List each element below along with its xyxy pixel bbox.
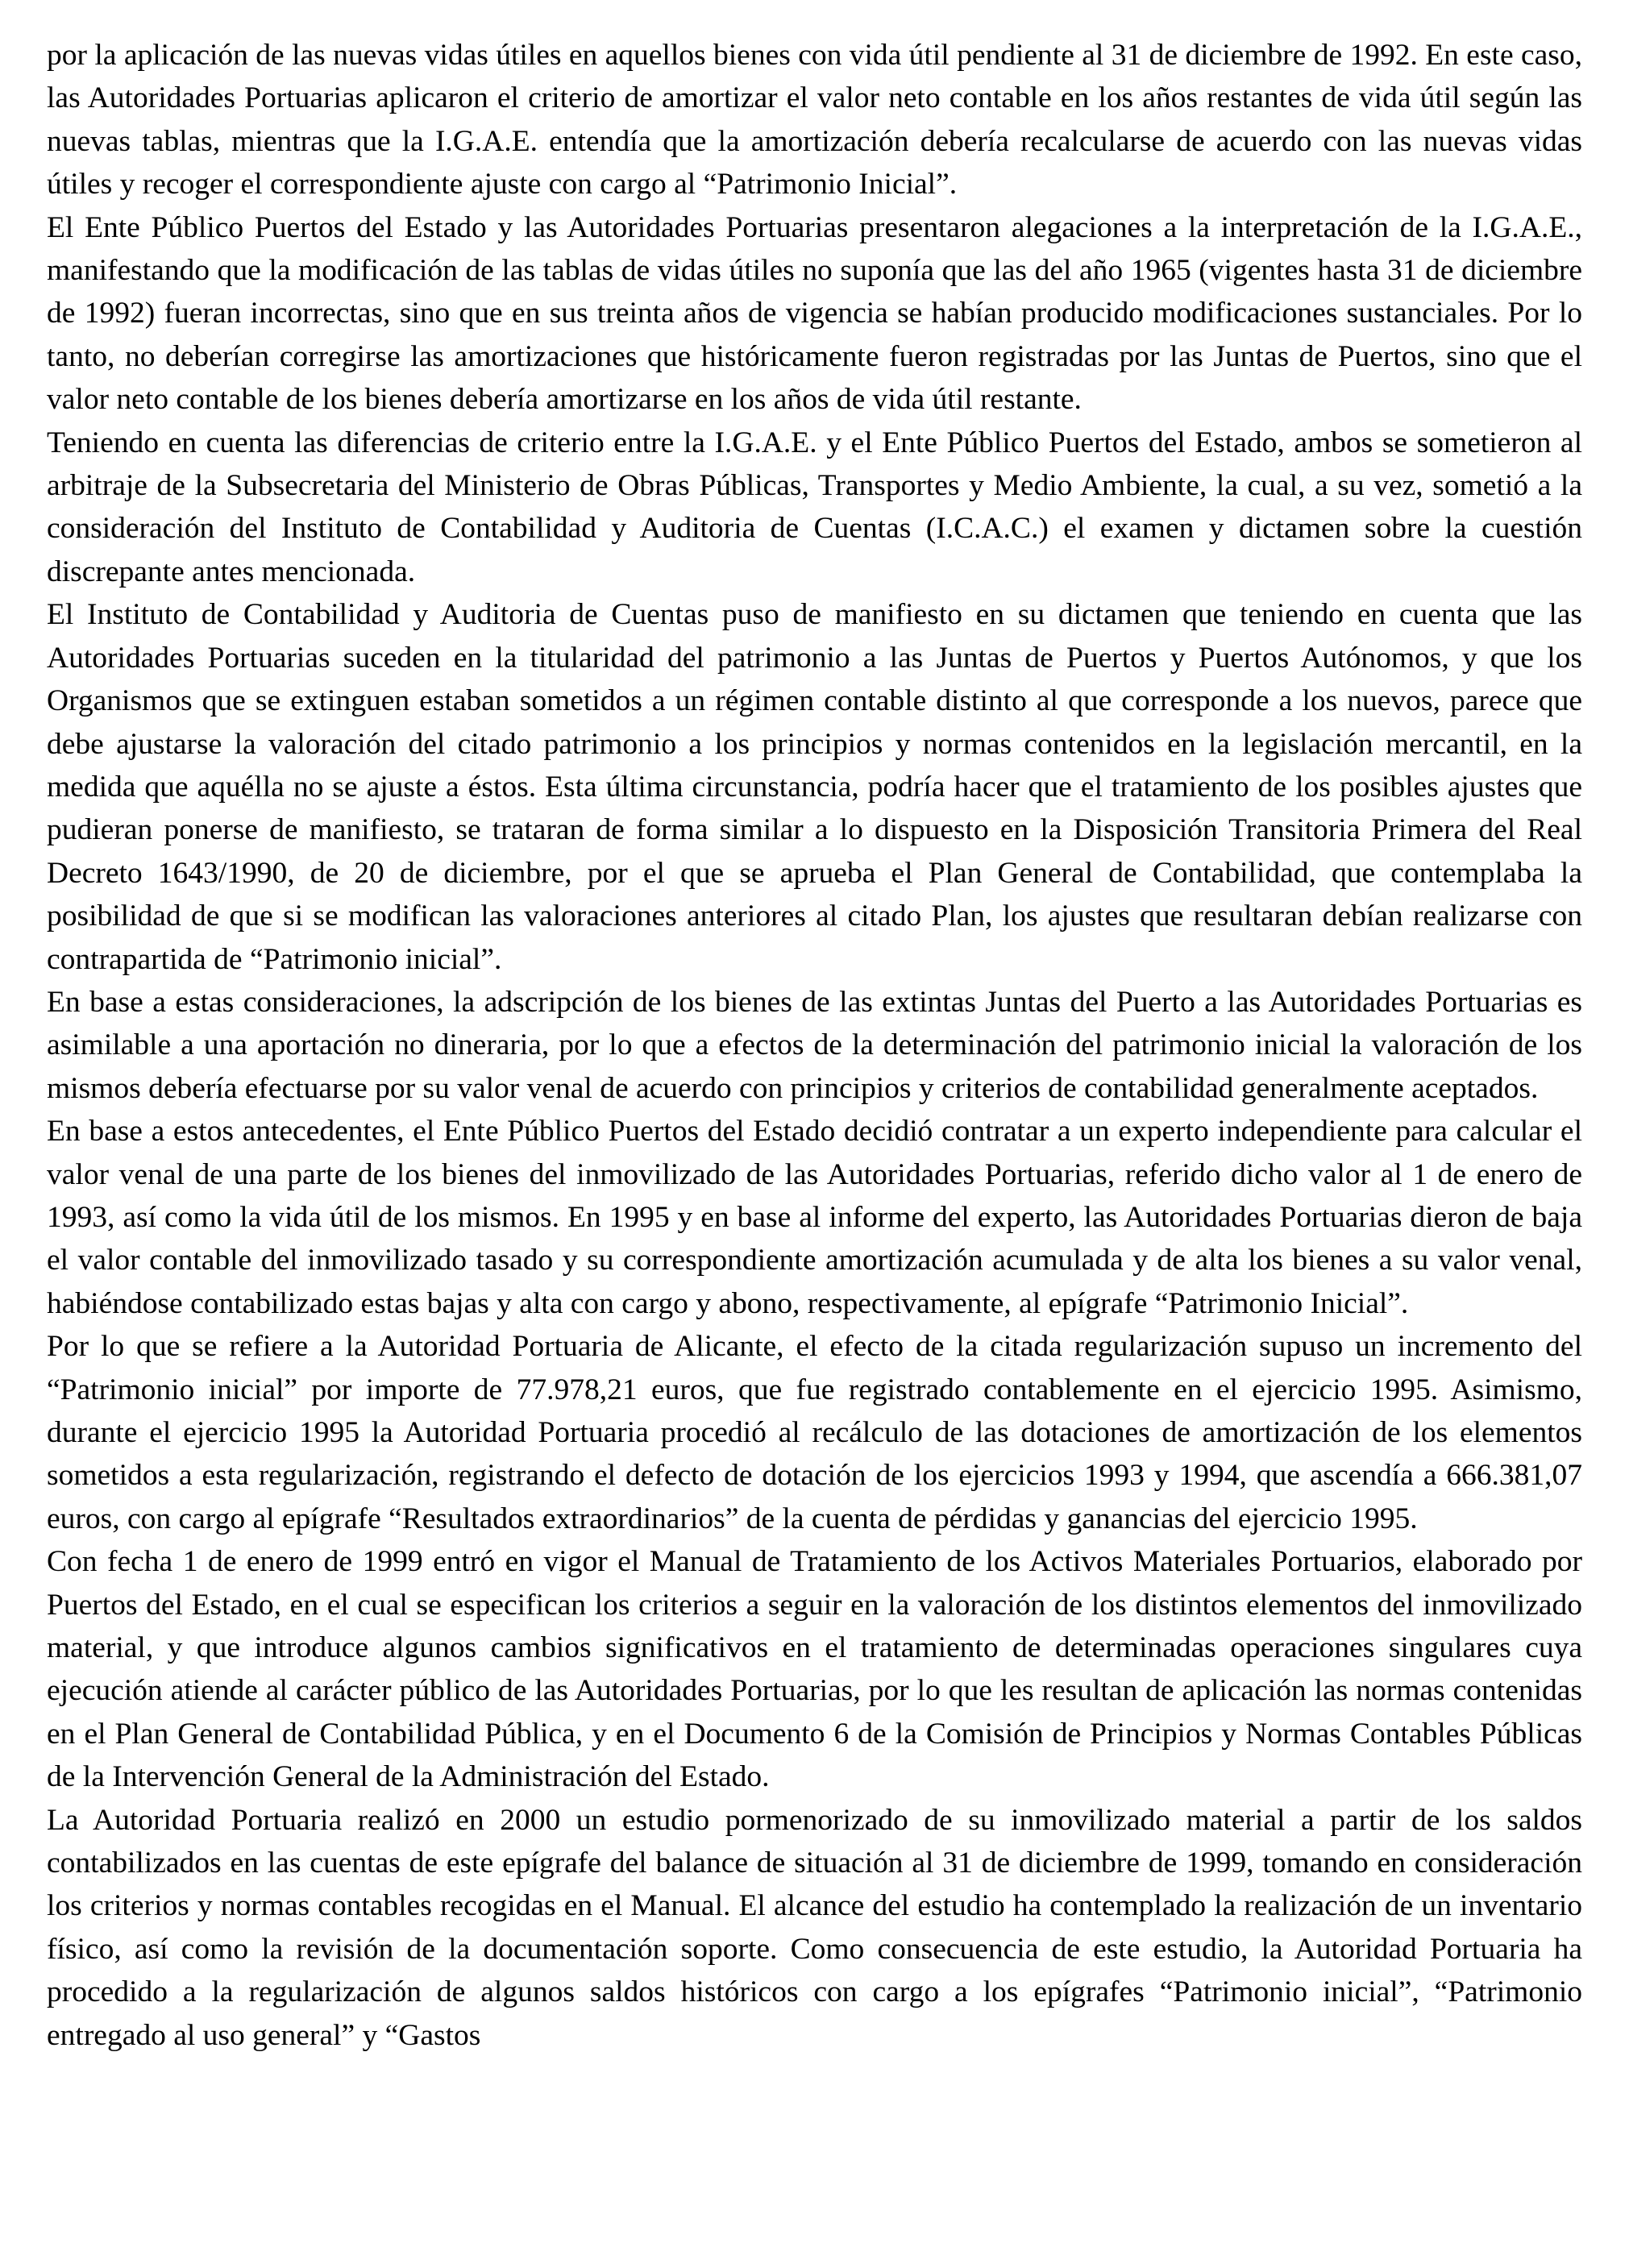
paragraph-icac-opinion: El Instituto de Contabilidad y Auditoria de Cuentas puso de manifiesto en su dictamen que teniendo en cuenta que las Autoridades Portuarias suceden en la titularidad del patrimonio a las Juntas de Puertos y Puertos Autónomos, y que los Organismos que se extinguen estaban sometidos a un régimen contable distinto al que corresponde a los nuevos, parece que debe ajustarse la valoración del citado patrimonio a los principios y normas contenidos en la legislación mercantil, en la medida que aquélla no se ajuste a éstos. Esta última circunstancia, podría hacer que el tratamiento de los posibles ajustes que pudieran ponerse de manifiesto, se trataran de forma similar a lo dispuesto en la Disposición Transitoria Primera del Real Decreto 1643/1990, de 20 de diciembre, por el que se aprueba el Plan General de Contabilidad, que contemplaba la posibilidad de que si se modifican las valoraciones anteriores al citado Plan, los ajustes que resultaran debían realizarse con contrapartida de “Patrimonio inicial”. bbox=[47, 598, 1582, 976]
paragraph-amortization-criteria: por la aplicación de las nuevas vidas útiles en aquellos bienes con vida útil pendiente al 31 de diciembre de 1992. En este caso, las Autoridades Portuarias aplicaron el criterio de amortizar el valor neto contable en los años restantes de vida útil según las nuevas tablas, mientras que la I.G.A.E. entendía que la amortización debería recalcularse de acuerdo con las nuevas vidas útiles y recoger el correspondiente ajuste con cargo al “Patrimonio Inicial”. bbox=[47, 39, 1582, 201]
paragraph-non-monetary-contribution: En base a estas consideraciones, la adscripción de los bienes de las extintas Juntas del Puerto a las Autoridades Portuarias es asimilable a una aportación no dineraria, por lo que a efectos de la determinación del patrimonio inicial la valoración de los mismos debería efectuarse por su valor venal de acuerdo con principios y criterios de contabilidad generalmente aceptados. bbox=[47, 985, 1582, 1105]
paragraph-arbitration: Teniendo en cuenta las diferencias de criterio entre la I.G.A.E. y el Ente Público Puertos del Estado, ambos se sometieron al arbitraje de la Subsecretaria del Ministerio de Obras Públicas, Transportes y Medio Ambiente, la cual, a su vez, sometió a la consideración del Instituto de Contabilidad y Auditoria de Cuentas (I.C.A.C.) el examen y dictamen sobre la cuestión discrepante antes mencionada. bbox=[47, 426, 1582, 588]
document-page bbox=[47, 34, 1582, 2057]
paragraph-independent-expert: En base a estos antecedentes, el Ente Público Puertos del Estado decidió contratar a un experto independiente para calcular el valor venal de una parte de los bienes del inmovilizado de las Autoridades Portuarias, referido dicho valor al 1 de enero de 1993, así como la vida útil de los mismos. En 1995 y en base al informe del experto, las Autoridades Portuarias dieron de baja el valor contable del inmovilizado tasado y su correspondiente amortización acumulada y de alta los bienes a su valor venal, habiéndose contabilizado estas bajas y alta con cargo y abono, respectivamente, al epígrafe “Patrimonio Inicial”. bbox=[47, 1115, 1582, 1320]
paragraph-alicante-regularization: Por lo que se refiere a la Autoridad Portuaria de Alicante, el efecto de la citada regularización supuso un incremento del “Patrimonio inicial” por importe de 77.978,21 euros, que fue registrado contablemente en el ejercicio 1995. Asimismo, durante el ejercicio 1995 la Autoridad Portuaria procedió al recálculo de las dotaciones de amortización de los elementos sometidos a esta regularización, registrando el defecto de dotación de los ejercicios 1993 y 1994, que ascendía a 666.381,07 euros, con cargo al epígrafe “Resultados extraordinarios” de la cuenta de pérdidas y ganancias del ejercicio 1995. bbox=[47, 1330, 1582, 1535]
paragraph-2000-study: La Autoridad Portuaria realizó en 2000 un estudio pormenorizado de su inmovilizado material a partir de los saldos contabilizados en las cuentas de este epígrafe del balance de situación al 31 de diciembre de 1999, tomando en consideración los criterios y normas contables recogidas en el Manual. El alcance del estudio ha contemplado la realización de un inventario físico, así como la revisión de la documentación soporte. Como consecuencia de este estudio, la Autoridad Portuaria ha procedido a la regularización de algunos saldos históricos con cargo a los epígrafes “Patrimonio inicial”, “Patrimonio entregado al uso general” y “Gastos bbox=[47, 1803, 1582, 2052]
paragraph-asset-manual: Con fecha 1 de enero de 1999 entró en vigor el Manual de Tratamiento de los Activos Materiales Portuarios, elaborado por Puertos del Estado, en el cual se especifican los criterios a seguir en la valoración de los distintos elementos del inmovilizado material, y que introduce algunos cambios significativos en el tratamiento de determinadas operaciones singulares cuya ejecución atiende al carácter público de las Autoridades Portuarias, por lo que les resultan de aplicación las normas contenidas en el Plan General de Contabilidad Pública, y en el Documento 6 de la Comisión de Principios y Normas Contables Públicas de la Intervención General de la Administración del Estado. bbox=[47, 1545, 1582, 1794]
paragraph-allegations: El Ente Público Puertos del Estado y las Autoridades Portuarias presentaron alegaciones a la interpretación de la I.G.A.E., manifestando que la modificación de las tablas de vidas útiles no suponía que las del año 1965 (vigentes hasta 31 de diciembre de 1992) fueran incorrectas, sino que en sus treinta años de vigencia se habían producido modificaciones sustanciales. Por lo tanto, no deberían corregirse las amortizaciones que históricamente fueron registradas por las Juntas de Puertos, sino que el valor neto contable de los bienes debería amortizarse en los años de vida útil restante. bbox=[47, 210, 1582, 417]
